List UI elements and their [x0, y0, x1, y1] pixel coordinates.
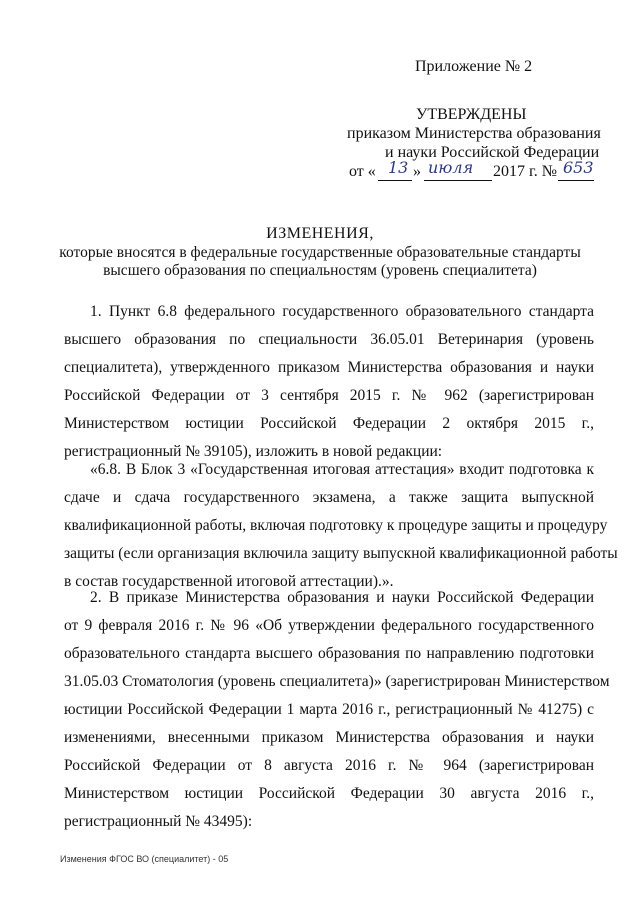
- paragraph-3-line: регистрационный № 43495):: [64, 813, 253, 830]
- paragraph-1: [64, 298, 594, 466]
- paragraph-3-line: Российской Федерации от 8 августа 2016 г. № 964 (зарегистрирован: [64, 757, 594, 774]
- paragraph-2-line: в состав государственной итоговой аттестации).».: [64, 573, 394, 590]
- paragraph-3-line: 31.05.03 Стоматология (уровень специалитета)» (зарегистрирован Министерством: [64, 673, 610, 690]
- paragraph-3-line: образовательного стандарта высшего образования по направлению подготовки: [64, 645, 594, 662]
- date-mid: »: [413, 163, 421, 180]
- paragraph-1-line: Министерством юстиции Российской Федерации 2 октября 2015 г.,: [64, 415, 594, 432]
- paragraph-1-line: специалитета), утвержденного приказом Министерства образования и науки: [64, 359, 594, 376]
- paragraph-2-line: квалификационной работы, включая подготовку к процедуре защиты и процедуру: [64, 517, 608, 534]
- paragraph-1-line: Российской Федерации от 3 сентября 2015 г. № 962 (зарегистрирован: [64, 387, 594, 404]
- paragraph-2-line: защиты (если организация включила защиту выпускной квалификационной работы: [64, 545, 618, 562]
- order-number-handwritten: 653: [563, 158, 594, 177]
- date-prefix: от «: [349, 163, 376, 180]
- date-year: 2017 г. №: [493, 163, 558, 180]
- paragraph-3-line: изменениями, внесенными приказом Министерства образования и науки: [64, 729, 594, 746]
- date-day-handwritten: 13: [388, 158, 409, 177]
- document-subtitle-line-1: которые вносятся в федеральные государственные образовательные стандарты: [59, 244, 581, 261]
- order-line-1: приказом Министерства образования: [347, 125, 601, 142]
- paragraph-2: [64, 456, 618, 596]
- footer-note: Изменения ФГОС ВО (специалитет) - 05: [60, 854, 229, 864]
- paragraph-3-line: от 9 февраля 2016 г. № 96 «Об утверждении федерального государственного: [64, 617, 594, 634]
- paragraph-1-line: высшего образования по специальности 36.05.01 Ветеринария (уровень: [64, 331, 594, 348]
- paragraph-3: [64, 584, 610, 836]
- paragraph-2-line: «6.8. В Блок 3 «Государственная итоговая аттестация» входит подготовка к: [90, 461, 594, 478]
- date-month-handwritten: июля: [428, 158, 474, 177]
- document-title: ИЗМЕНЕНИЯ,: [266, 225, 374, 242]
- paragraph-3-line: юстиции Российской Федерации 1 марта 2016 г., регистрационный № 41275) с: [64, 701, 594, 718]
- paragraph-1-line: 1. Пункт 6.8 федерального государственного образовательного стандарта: [90, 303, 594, 320]
- paragraph-2-line: сдаче и сдача государственного экзамена, а также защита выпускной: [64, 489, 594, 506]
- approved-label: УТВЕРЖДЕНЫ: [416, 106, 527, 123]
- appendix-label: Приложение № 2: [415, 58, 533, 75]
- paragraph-1-line: регистрационный № 39105), изложить в новой редакции:: [64, 443, 443, 460]
- paragraph-3-line: Министерством юстиции Российской Федерации 30 августа 2016 г.,: [64, 785, 594, 802]
- paragraph-3-line: 2. В приказе Министерства образования и науки Российской Федерации: [90, 589, 594, 606]
- document-subtitle-line-2: высшего образования по специальностям (уровень специалитета): [103, 262, 537, 279]
- order-line-2: и науки Российской Федерации: [385, 144, 600, 161]
